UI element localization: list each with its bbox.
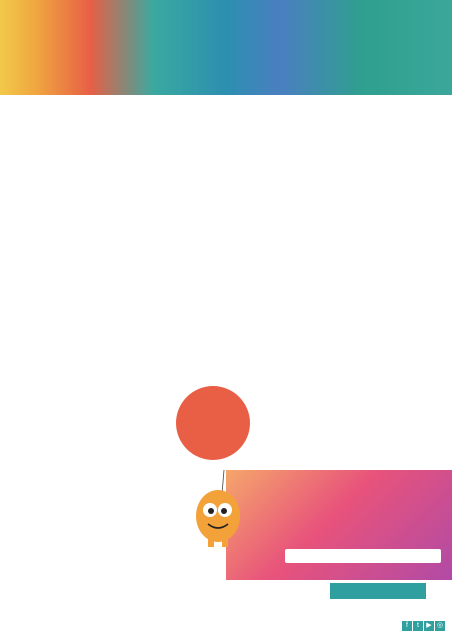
instagram-icon[interactable]: ◎ (436, 622, 444, 629)
mascot-illustration (188, 470, 248, 548)
right-schedule-column (226, 96, 452, 471)
facebook-icon[interactable]: f (402, 621, 412, 631)
espacio-vias-label (330, 583, 426, 599)
youtube-icon[interactable]: ▶ (424, 621, 434, 631)
market-panel (226, 470, 452, 580)
mascot-pupil-right (221, 508, 227, 514)
five-years-badge (176, 386, 250, 460)
mascot-leg-left (208, 538, 214, 547)
twitter-icon[interactable]: t (413, 621, 423, 631)
brand-block (0, 0, 260, 95)
free-entry-banner (285, 549, 441, 563)
mascot-body (196, 490, 240, 542)
mascot-leg-right (222, 538, 228, 547)
balloon-string (222, 470, 224, 494)
social-icons (402, 614, 446, 632)
mascot-pupil-left (208, 508, 214, 514)
